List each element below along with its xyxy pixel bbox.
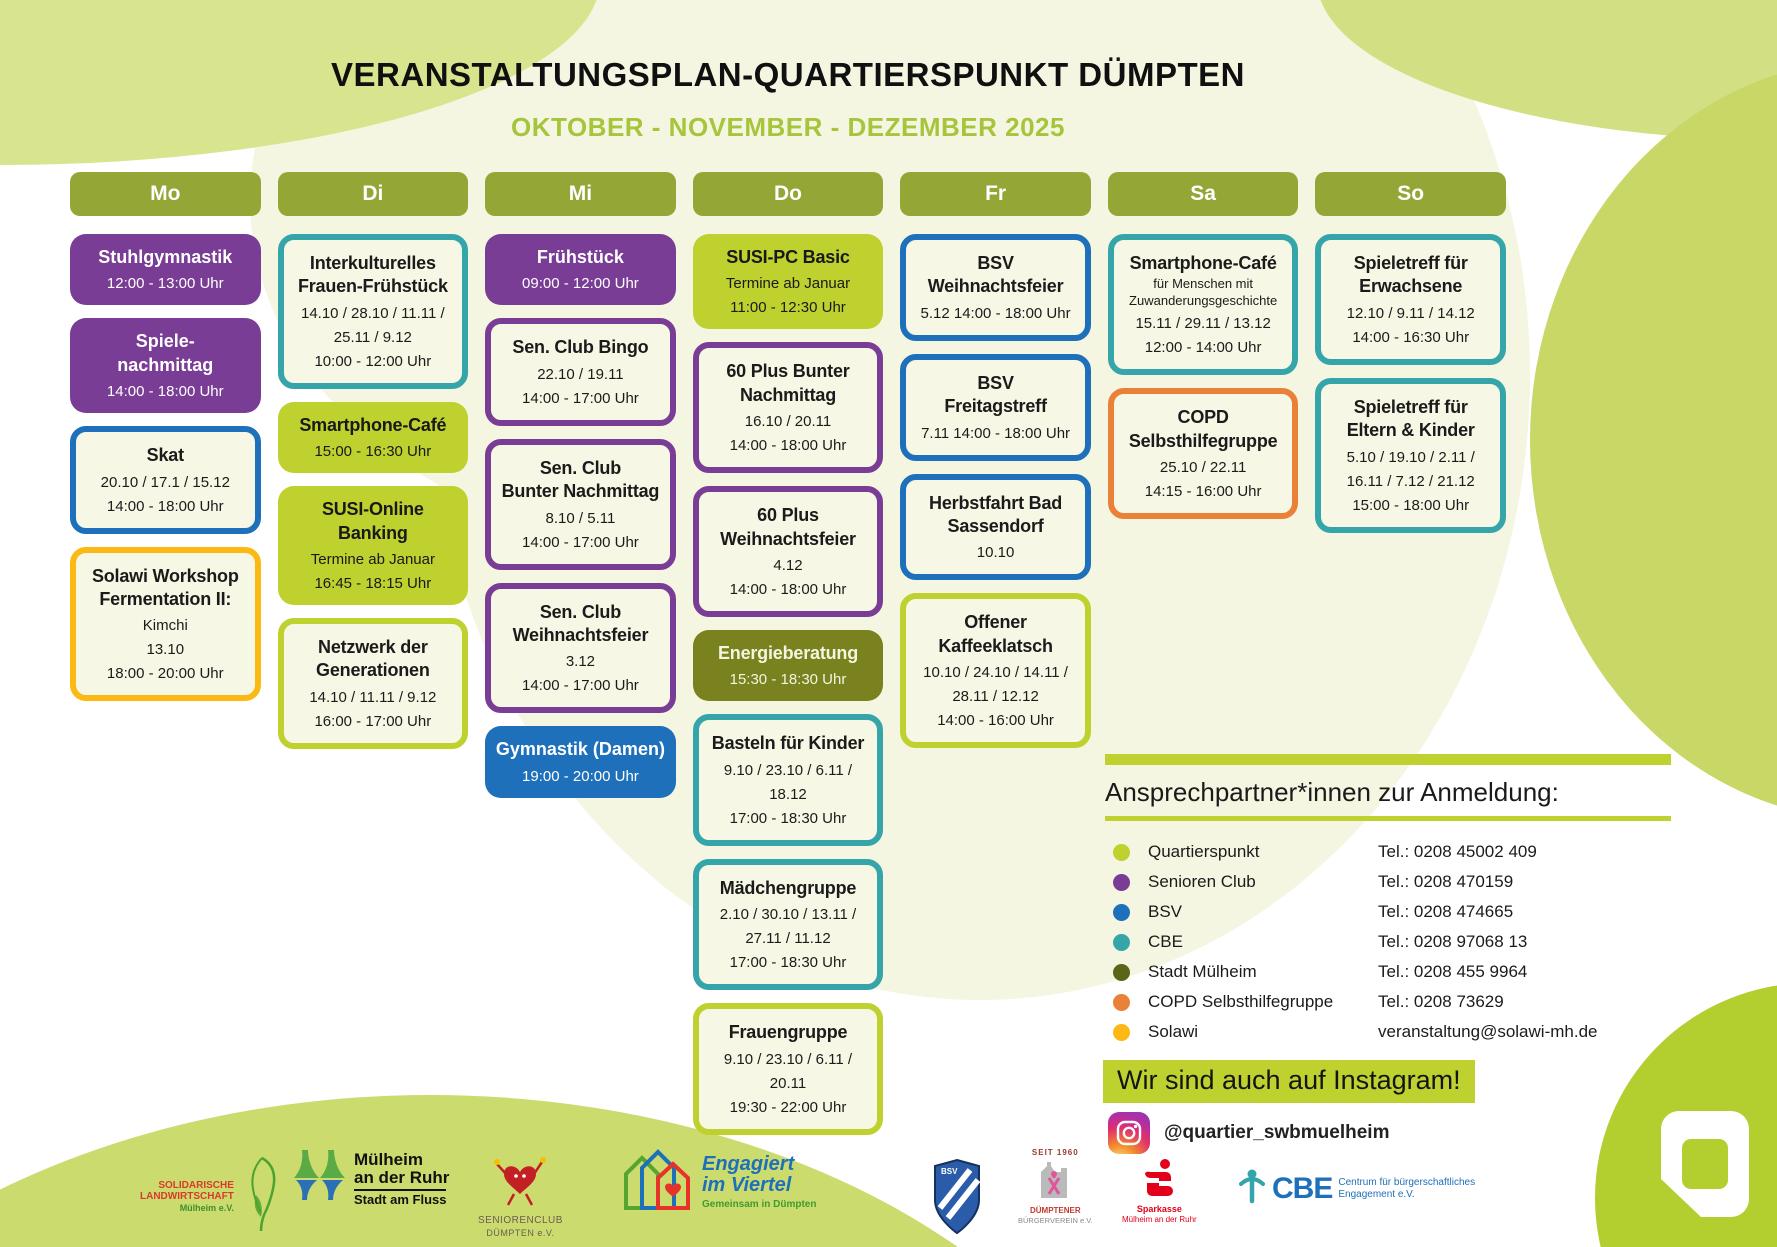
event-detail: Termine ab Januar [310,550,435,568]
event-detail: 09:00 - 12:00 Uhr [522,275,639,293]
instagram-handle: @quartier_swbmuelheim [1164,1122,1390,1143]
event-detail: 9.10 / 23.10 / 6.11 / [723,761,853,779]
contact-row [1105,867,1671,897]
day-header-mo: Mo [70,172,261,216]
event-title: Herbstfahrt Bad Sassendorf [929,492,1063,536]
event-detail: 20.10 / 17.1 / 15.12 [100,473,230,491]
leaf-figure-icon [240,1155,282,1238]
event-detail: 12:00 - 14:00 Uhr [1144,339,1262,357]
event-card [278,402,469,473]
event-title: BSV Weihnachtsfeier [927,253,1064,297]
event-detail: 15:00 - 16:30 Uhr [314,443,432,461]
contact-topbar [1105,754,1671,765]
event-card [1108,388,1299,519]
event-subtitle: für Menschen mit [1153,276,1253,292]
event-card [900,234,1091,341]
event-detail: 10.10 [976,544,1015,562]
contact-row [1105,927,1671,957]
day-column-mo [70,172,261,701]
seniorenclub-logo [478,1150,563,1238]
event-card [70,234,261,305]
event-title: Sen. Club Bingo [512,337,649,358]
event-card [693,486,884,617]
event-card [70,426,261,533]
contact-value: Tel.: 0208 455 9964 [1378,962,1528,981]
event-card [485,318,676,425]
contact-row [1105,957,1671,987]
event-title: Spieletreff für Erwachsene [1353,253,1468,297]
event-detail: 12:00 - 13:00 Uhr [106,275,224,293]
person-icon [1238,1168,1266,1209]
day-header-mi: Mi [485,172,676,216]
shield-icon [932,1158,982,1241]
contact-underline [1105,816,1671,821]
event-detail: 14:00 - 17:00 Uhr [522,389,639,407]
event-detail: 16.11 / 7.12 / 21.12 [1346,472,1475,490]
day-column-di [278,172,469,749]
quartierspunkt-logo [1655,1105,1755,1228]
event-detail: 17:00 - 18:30 Uhr [729,809,847,827]
engagiert-logo-text: Engagiert [702,1153,795,1176]
event-detail: 22.10 / 19.11 [537,365,624,383]
event-card [485,439,676,570]
event-detail: 14.10 / 11.11 / 9.12 [309,688,437,706]
event-detail: 7.11 14:00 - 18:00 Uhr [921,424,1071,442]
event-title: Stuhlgymnastik [98,247,233,267]
contact-org: Quartierspunkt [1148,842,1260,861]
contact-row [1105,987,1671,1017]
day-column-fr [900,172,1091,748]
event-title: Interkulturelles Frauen-Frühstück [297,253,448,297]
contact-row [1105,837,1671,867]
event-card [900,593,1091,748]
event-card [1315,378,1506,533]
event-detail: 10.10 / 24.10 / 14.11 / [923,664,1068,682]
instagram-banner: Wir sind auch auf Instagram! [1103,1060,1475,1103]
muelheim-logo-subtext: Stadt am Fluss [354,1189,446,1208]
event-card [70,318,261,413]
day-column-sa [1108,172,1299,519]
event-detail: 16:45 - 18:15 Uhr [314,574,432,592]
contact-value: Tel.: 0208 474665 [1378,902,1514,921]
event-detail: 14:15 - 16:00 Uhr [1144,483,1262,501]
event-detail: 5.12 14:00 - 18:00 Uhr [920,304,1071,322]
event-detail: 14:00 - 18:00 Uhr [106,497,224,515]
engagiert-logo-subtext: Gemeinsam in Dümpten [702,1199,817,1211]
legend-dot [1113,964,1130,981]
instagram-row [1108,1112,1389,1154]
contact-value: Tel.: 0208 73629 [1378,992,1504,1011]
event-card [693,234,884,329]
event-title: SUSI-PC Basic [726,247,850,267]
event-card [693,630,884,701]
contact-org: Solawi [1148,1022,1199,1041]
legend-dot [1113,874,1130,891]
houses-icon [622,1148,696,1217]
event-detail: 27.11 / 11.12 [745,930,831,948]
townsketch-icon [1035,1158,1075,1205]
event-detail: Termine ab Januar [725,275,851,293]
event-title: Frauengruppe [728,1022,848,1043]
event-title: 60 Plus Weihnachtsfeier [720,505,856,549]
event-detail: 2.10 / 30.10 / 13.11 / [719,906,857,924]
dancing-heart-icon [492,1150,548,1213]
solawi-logo-subtext: Mülheim e.V. [179,1202,234,1213]
day-column-so [1315,172,1506,533]
event-detail: 5.10 / 19.10 / 2.11 / [1346,448,1475,466]
event-detail: 18:00 - 20:00 Uhr [106,665,224,683]
engagiert-im-viertel-logo [622,1148,816,1217]
event-title: Smartphone-Café [1129,253,1277,273]
event-detail: 15:30 - 18:30 Uhr [729,671,847,689]
cbe-logo-subtext: Engagement e.V. [1338,1188,1415,1200]
day-header-di: Di [278,172,469,216]
solawi-logo-text: LANDWIRTSCHAFT [140,1191,234,1203]
contact-list [1105,837,1671,1047]
event-detail: 20.11 [769,1074,807,1092]
event-detail: 14:00 - 18:00 Uhr [729,580,847,598]
event-title: Spieletreff für Eltern & Kinder [1346,396,1475,441]
cbe-logo [1238,1168,1475,1209]
page-title: VERANSTALTUNGSPLAN-QUARTIERSPUNKT DÜMPTEN [331,56,1245,93]
seniorenclub-logo-subtext: DÜMPTEN e.V. [486,1228,555,1238]
event-detail: 14:00 - 18:00 Uhr [106,383,224,401]
event-card [278,486,469,605]
muelheim-logo-text: an der Ruhr [354,1167,450,1187]
cbe-logo-subtext: Centrum für bürgerschaftliches [1338,1176,1476,1188]
event-title: Offener Kaffeeklatsch [938,612,1053,656]
legend-dot [1113,1024,1130,1041]
event-card [278,618,469,749]
event-detail: 28.11 / 12.12 [952,688,1039,706]
solawi-logo-text: SOLIDARISCHE [158,1179,234,1191]
event-card [693,342,884,473]
buergerverein-logo-subtext: BÜRGERVEREIN e.V. [1018,1216,1093,1225]
event-detail: 14:00 - 17:00 Uhr [522,677,639,695]
event-detail: 15.11 / 29.11 / 13.12 [1135,315,1271,333]
event-card [900,474,1091,581]
contact-org: COPD Selbsthilfegruppe [1148,992,1334,1011]
contact-org: BSV [1148,902,1183,921]
contact-row [1105,1017,1671,1047]
event-title: Mädchengruppe [719,877,857,898]
event-title: Sen. Club Bunter Nachmittag [501,457,660,502]
event-detail: 10:00 - 12:00 Uhr [314,352,432,370]
event-title: Frühstück [536,247,624,267]
day-header-do: Do [693,172,884,216]
event-detail: 8.10 / 5.11 [545,509,616,527]
contact-heading: Ansprechpartner*innen zur Anmeldung: [1105,777,1559,807]
event-subtitle: Zuwanderungsgeschichte [1129,293,1278,309]
event-title: Gymnastik (Damen) [495,739,665,760]
event-detail: 19:30 - 22:00 Uhr [729,1098,847,1116]
event-title: Sen. Club Weihnachtsfeier [512,601,649,645]
contact-row [1105,897,1671,927]
event-card [485,234,676,305]
bsv-logo [932,1158,982,1241]
instagram-icon [1108,1112,1150,1154]
contact-org: Stadt Mülheim [1148,962,1257,981]
event-title: Netzwerk der Generationen [316,636,430,681]
background-blob-right [1530,60,1777,820]
event-detail: 25.10 / 22.11 [1159,459,1247,477]
event-card [693,714,884,845]
event-title: SUSI-Online Banking [321,499,424,543]
contact-org: Senioren Club [1148,872,1256,891]
event-card [485,583,676,714]
event-detail: 18.12 [769,785,807,803]
event-title: BSV Freitagstreff [944,372,1047,417]
event-detail: 16.10 / 20.11 [744,413,832,431]
event-detail: 14:00 - 18:00 Uhr [729,437,847,455]
day-header-so: So [1315,172,1506,216]
sparkasse-logo-text: Sparkasse [1136,1204,1182,1214]
event-title: Spiele- nachmittag [117,331,214,375]
event-detail: 25.11 / 9.12 [333,328,412,346]
legend-dot [1113,844,1130,861]
event-detail: 14:00 - 16:30 Uhr [1352,328,1470,346]
event-detail: 16:00 - 17:00 Uhr [314,712,432,730]
event-title: Solawi Workshop Fermentation II: [91,565,239,609]
page-subtitle: OKTOBER - NOVEMBER - DEZEMBER 2025 [511,112,1065,142]
contact-org: CBE [1148,932,1183,951]
cbe-logo-text: CBE [1272,1171,1333,1205]
event-detail: 4.12 [773,556,803,574]
event-detail: 9.10 / 23.10 / 6.11 / [723,1050,853,1068]
day-column-do [693,172,884,1135]
event-detail: Kimchi [142,617,188,635]
day-header-sa: Sa [1108,172,1299,216]
sparkasse-logo [1122,1158,1197,1224]
legend-dot [1113,904,1130,921]
contact-panel [1105,754,1671,1047]
event-card [70,547,261,702]
contact-value: Tel.: 0208 45002 409 [1378,842,1537,861]
legend-dot [1113,994,1130,1011]
event-title: Smartphone-Café [299,414,447,435]
event-title: Energieberatung [717,642,858,663]
event-title: Skat [146,445,184,466]
svg-text:BSV: BSV [941,1167,958,1176]
event-title: 60 Plus Bunter Nachmittag [726,361,850,405]
bridge-pylons-icon [292,1150,348,1209]
event-detail: 19:00 - 20:00 Uhr [522,767,639,785]
event-detail: 14.10 / 28.10 / 11.11 / [300,304,445,322]
sparkasse-s-icon [1142,1158,1176,1203]
day-header-fr: Fr [900,172,1091,216]
event-card [485,726,676,797]
event-detail: 13.10 [146,641,185,659]
event-card [693,1003,884,1134]
event-card [693,859,884,990]
contact-value: Tel.: 0208 97068 13 [1378,932,1528,951]
event-detail: 17:00 - 18:30 Uhr [729,954,847,972]
event-card [900,354,1091,461]
seniorenclub-logo-text: SENIORENCLUB [478,1215,563,1226]
event-detail: 12.10 / 9.11 / 14.12 [1346,304,1475,322]
day-column-mi [485,172,676,798]
event-card [1108,234,1299,375]
event-card [1315,234,1506,365]
buergerverein-logo [1018,1148,1093,1225]
event-detail: 15:00 - 18:00 Uhr [1352,496,1470,514]
contact-value: veranstaltung@solawi-mh.de [1378,1022,1598,1041]
event-detail: 11:00 - 12:30 Uhr [730,299,846,317]
event-detail: 3.12 [565,653,596,671]
event-detail: 14:00 - 16:00 Uhr [937,712,1054,730]
buergerverein-logo-text: SEIT 1960 [1031,1148,1079,1157]
solawi-logo [140,1155,282,1238]
event-detail: 14:00 - 17:00 Uhr [522,533,639,551]
event-card [278,234,469,389]
buergerverein-logo-text: DÜMPTENER [1029,1206,1081,1215]
muelheim-stadt-logo [292,1150,449,1209]
event-title: Basteln für Kinder [711,733,865,754]
legend-dot [1113,934,1130,951]
engagiert-logo-text: im Viertel [702,1174,792,1197]
muelheim-logo-text: Mülheim [354,1149,423,1169]
sparkasse-logo-subtext: Mülheim an der Ruhr [1122,1215,1197,1224]
event-title: COPD Selbsthilfegruppe [1128,407,1278,451]
contact-value: Tel.: 0208 470159 [1378,872,1514,891]
